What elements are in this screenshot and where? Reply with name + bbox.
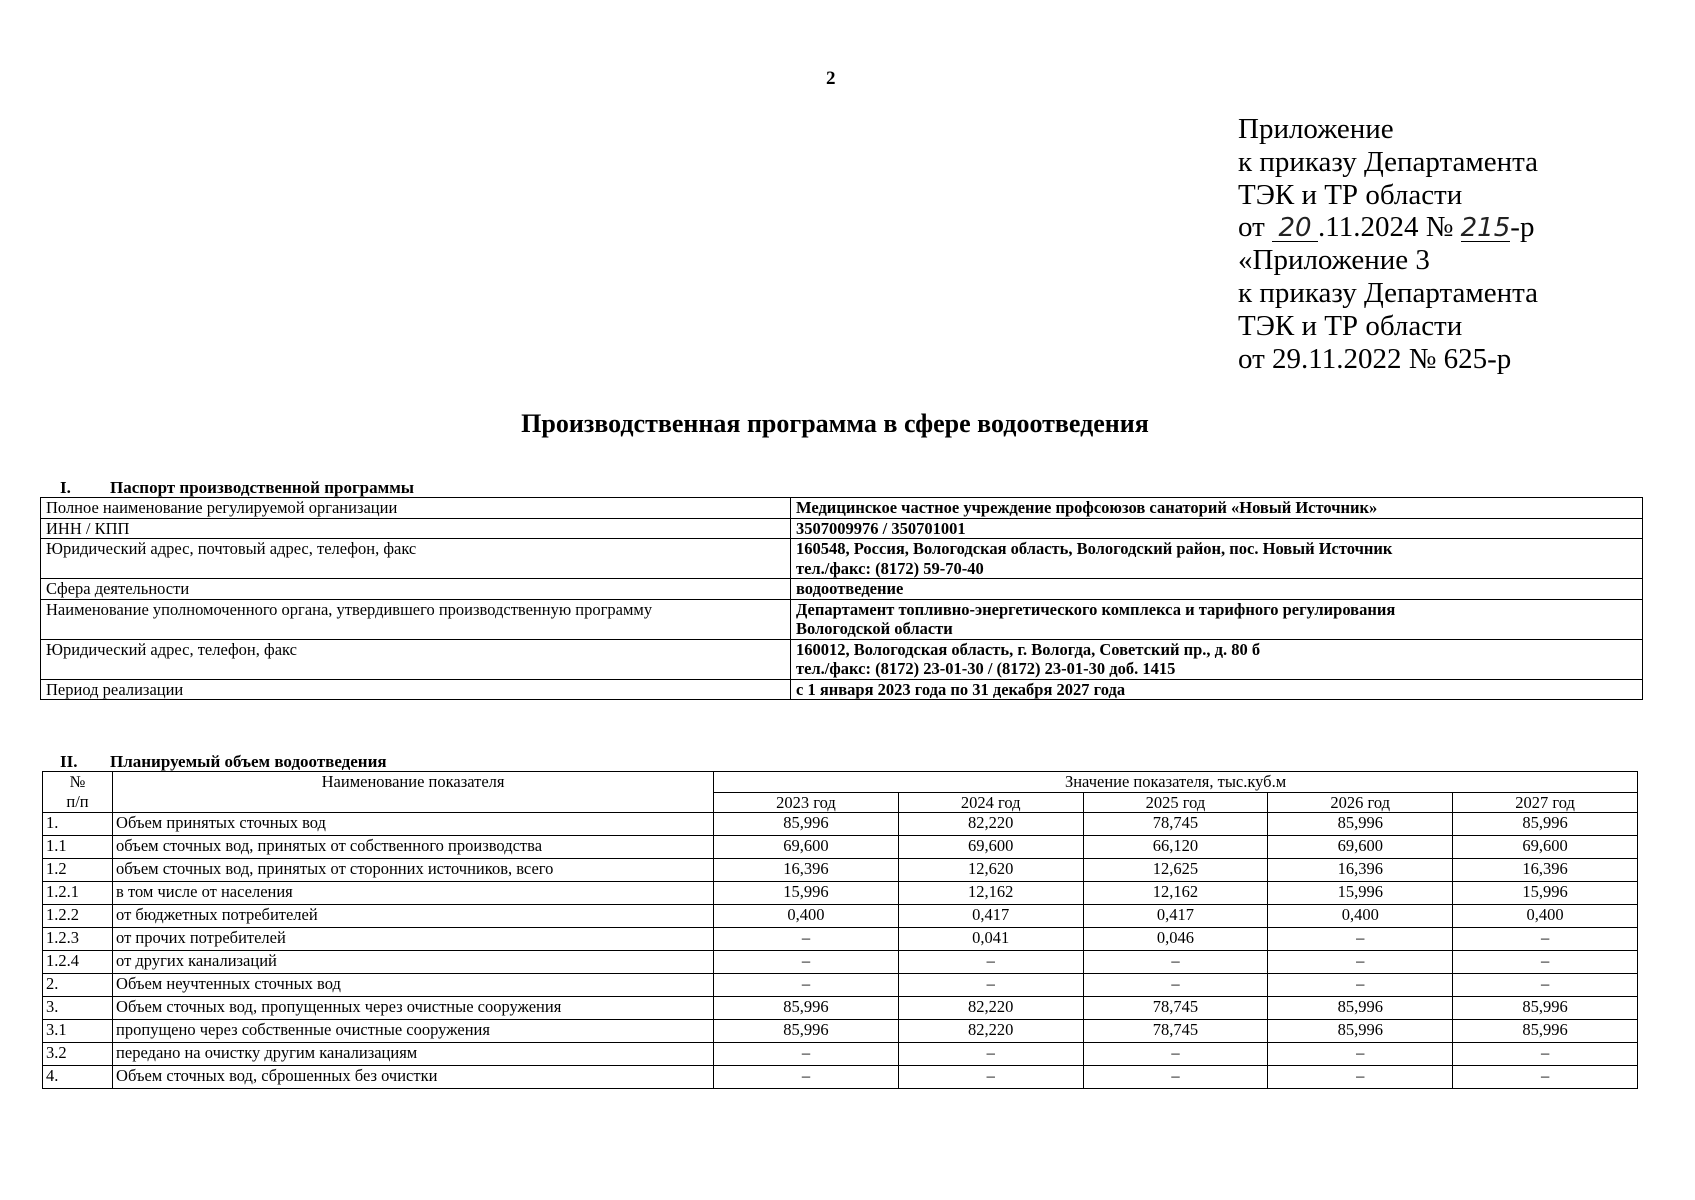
row-value: 16,396 [714, 859, 899, 882]
passport-row [41, 679, 1643, 700]
row-value: 82,220 [898, 813, 1083, 836]
row-number: 3. [43, 997, 113, 1020]
passport-label: ИНН / КПП [41, 518, 791, 539]
row-value: – [898, 1043, 1083, 1066]
row-name: передано на очистку другим канализациям [113, 1043, 714, 1066]
row-value: 78,745 [1083, 813, 1268, 836]
row-value: 15,996 [1268, 882, 1453, 905]
row-name: пропущено через собственные очистные сооружения [113, 1020, 714, 1043]
appendix-line: ТЭК и ТР области [1238, 309, 1463, 342]
row-value: – [1268, 1066, 1453, 1089]
passport-value: водоотведение [791, 579, 1643, 600]
row-name: в том числе от населения [113, 882, 714, 905]
row-value: 85,996 [1268, 813, 1453, 836]
col-number-header [43, 772, 113, 813]
passport-row [41, 579, 1643, 600]
appendix-line: Приложение [1238, 113, 1394, 145]
table-row [43, 813, 1638, 836]
row-number: 3.2 [43, 1043, 113, 1066]
row-number: 4. [43, 1066, 113, 1089]
row-value: – [714, 974, 899, 997]
table-row [43, 1066, 1638, 1089]
year-header: 2027 год [1453, 792, 1638, 813]
handwritten-day: 20 [1272, 215, 1318, 242]
col-value-header: Значение показателя, тыс.куб.м [714, 772, 1638, 793]
col-number-line: № [69, 772, 86, 791]
row-value: – [714, 951, 899, 974]
table-row [43, 882, 1638, 905]
row-number: 1.2 [43, 859, 113, 882]
row-value: 0,400 [1268, 905, 1453, 928]
order-prefix: от [1238, 211, 1273, 244]
value-line: Вологодской области [796, 619, 953, 638]
appendix-order-line [1238, 211, 1538, 244]
row-value: 82,220 [898, 1020, 1083, 1043]
row-value: – [714, 928, 899, 951]
row-name: объем сточных вод, принятых от собственного производства [113, 836, 714, 859]
table-row [43, 905, 1638, 928]
passport-value [791, 639, 1643, 679]
year-header: 2026 год [1268, 792, 1453, 813]
row-value: – [1268, 1043, 1453, 1066]
appendix-line: ТЭК и ТР области [1238, 178, 1463, 211]
table-row [43, 1043, 1638, 1066]
value-line: тел./факс: (8172) 59-70-40 [796, 558, 984, 578]
row-value: 0,417 [898, 905, 1083, 928]
value-line: 160548, Россия, Вологодская область, Вологодский район, пос. Новый Источник [796, 539, 1393, 558]
row-value: – [1268, 928, 1453, 951]
year-header: 2025 год [1083, 792, 1268, 813]
row-value: 85,996 [714, 813, 899, 836]
passport-row [41, 599, 1643, 639]
appendix-line: к приказу Департамента [1238, 145, 1539, 178]
row-value: 85,996 [714, 997, 899, 1020]
year-header: 2024 год [898, 792, 1083, 813]
row-value: 69,600 [1453, 836, 1638, 859]
row-value: 0,417 [1083, 905, 1268, 928]
row-value: 85,996 [714, 1020, 899, 1043]
row-number: 2. [43, 974, 113, 997]
appendix-block [1238, 113, 1538, 375]
passport-row [41, 539, 1643, 579]
row-value: – [1453, 1066, 1638, 1089]
table-row [43, 997, 1638, 1020]
row-number: 1.2.1 [43, 882, 113, 905]
row-name: объем сточных вод, принятых от сторонних источников, всего [113, 859, 714, 882]
value-line: тел./факс: (8172) 23-01-30 / (8172) 23-01-30 доб. 1415 [796, 659, 1176, 678]
row-name: от бюджетных потребителей [113, 905, 714, 928]
row-value: 12,625 [1083, 859, 1268, 882]
row-value: – [1453, 951, 1638, 974]
passport-row [41, 639, 1643, 679]
table-row [43, 859, 1638, 882]
row-number: 1.2.3 [43, 928, 113, 951]
row-value: – [1083, 951, 1268, 974]
passport-label: Полное наименование регулируемой организации [41, 498, 791, 519]
row-number: 3.1 [43, 1020, 113, 1043]
appendix-line: «Приложение 3 [1238, 244, 1430, 277]
row-name: Объем неучтенных сточных вод [113, 974, 714, 997]
passport-row [41, 498, 1643, 519]
volume-header-row [43, 772, 1638, 793]
row-value: 78,745 [1083, 1020, 1268, 1043]
page-number: 2 [826, 68, 836, 89]
row-value: – [1453, 1043, 1638, 1066]
passport-label: Юридический адрес, телефон, факс [41, 639, 791, 679]
row-value: – [1453, 974, 1638, 997]
row-value: 16,396 [1268, 859, 1453, 882]
row-value: 69,600 [714, 836, 899, 859]
value-line: Департамент топливно-энергетического комплекса и тарифного регулирования [796, 599, 1396, 619]
passport-label: Сфера деятельности [41, 579, 791, 600]
row-value: – [1083, 974, 1268, 997]
appendix-line: от 29.11.2022 № 625-р [1238, 342, 1512, 375]
row-value: 16,396 [1453, 859, 1638, 882]
document-title: Производственная программа в сфере водоотведения [521, 409, 1149, 438]
volume-table [42, 771, 1638, 1089]
row-value: – [714, 1043, 899, 1066]
section2-number: II. [60, 752, 78, 771]
passport-label: Период реализации [41, 679, 791, 700]
section1-heading [60, 478, 414, 498]
row-name: Объем сточных вод, пропущенных через очистные сооружения [113, 997, 714, 1020]
row-number: 1.2.2 [43, 905, 113, 928]
row-value: – [1083, 1043, 1268, 1066]
col-number-line: п/п [66, 791, 89, 811]
section2-title: Планируемый объем водоотведения [110, 752, 387, 771]
passport-value [791, 599, 1643, 639]
appendix-line: к приказу Департамента [1238, 276, 1539, 309]
row-value: 85,996 [1453, 1020, 1638, 1043]
col-name-header: Наименование показателя [113, 772, 714, 813]
table-row [43, 951, 1638, 974]
row-value: 85,996 [1268, 1020, 1453, 1043]
row-value: 0,400 [1453, 905, 1638, 928]
row-value: – [1083, 1066, 1268, 1089]
passport-label: Юридический адрес, почтовый адрес, телефон, факс [41, 539, 791, 579]
row-value: – [1268, 974, 1453, 997]
row-value: 15,996 [1453, 882, 1638, 905]
row-value: 12,620 [898, 859, 1083, 882]
passport-value: с 1 января 2023 года по 31 декабря 2027 года [791, 679, 1643, 700]
row-value: 12,162 [1083, 882, 1268, 905]
passport-value: 3507009976 / 350701001 [791, 518, 1643, 539]
row-value: 85,996 [1453, 997, 1638, 1020]
row-name: от других канализаций [113, 951, 714, 974]
passport-table [40, 497, 1643, 700]
section2-heading [60, 752, 387, 772]
row-value: 78,745 [1083, 997, 1268, 1020]
passport-label: Наименование уполномоченного органа, утвердившего производственную программу [41, 599, 791, 639]
row-value: 69,600 [898, 836, 1083, 859]
row-value: 82,220 [898, 997, 1083, 1020]
row-value: 0,041 [898, 928, 1083, 951]
row-number: 1.2.4 [43, 951, 113, 974]
row-value: 85,996 [1268, 997, 1453, 1020]
row-value: – [714, 1066, 899, 1089]
passport-value: Медицинское частное учреждение профсоюзов санаторий «Новый Источник» [791, 498, 1643, 519]
row-number: 1. [43, 813, 113, 836]
row-number: 1.1 [43, 836, 113, 859]
table-row [43, 974, 1638, 997]
row-value: 0,400 [714, 905, 899, 928]
table-row [43, 1020, 1638, 1043]
row-value: 15,996 [714, 882, 899, 905]
row-name: Объем принятых сточных вод [113, 813, 714, 836]
section1-number: I. [60, 478, 71, 497]
row-name: от прочих потребителей [113, 928, 714, 951]
handwritten-order-number: 215 [1460, 213, 1511, 244]
row-value: 66,120 [1083, 836, 1268, 859]
value-line: 160012, Вологодская область, г. Вологда, Советский пр., д. 80 б [796, 639, 1261, 659]
row-value: – [898, 951, 1083, 974]
row-value: – [1268, 951, 1453, 974]
passport-row [41, 518, 1643, 539]
table-row [43, 836, 1638, 859]
order-date: .11.2024 № [1318, 211, 1461, 244]
table-row [43, 928, 1638, 951]
row-value: – [898, 1066, 1083, 1089]
row-value: 69,600 [1268, 836, 1453, 859]
section1-title: Паспорт производственной программы [110, 478, 415, 497]
row-value: – [898, 974, 1083, 997]
year-header: 2023 год [714, 792, 899, 813]
row-value: 12,162 [898, 882, 1083, 905]
order-suffix: -р [1510, 211, 1535, 244]
row-name: Объем сточных вод, сброшенных без очистки [113, 1066, 714, 1089]
row-value: 85,996 [1453, 813, 1638, 836]
row-value: 0,046 [1083, 928, 1268, 951]
passport-value [791, 539, 1643, 579]
row-value: – [1453, 928, 1638, 951]
